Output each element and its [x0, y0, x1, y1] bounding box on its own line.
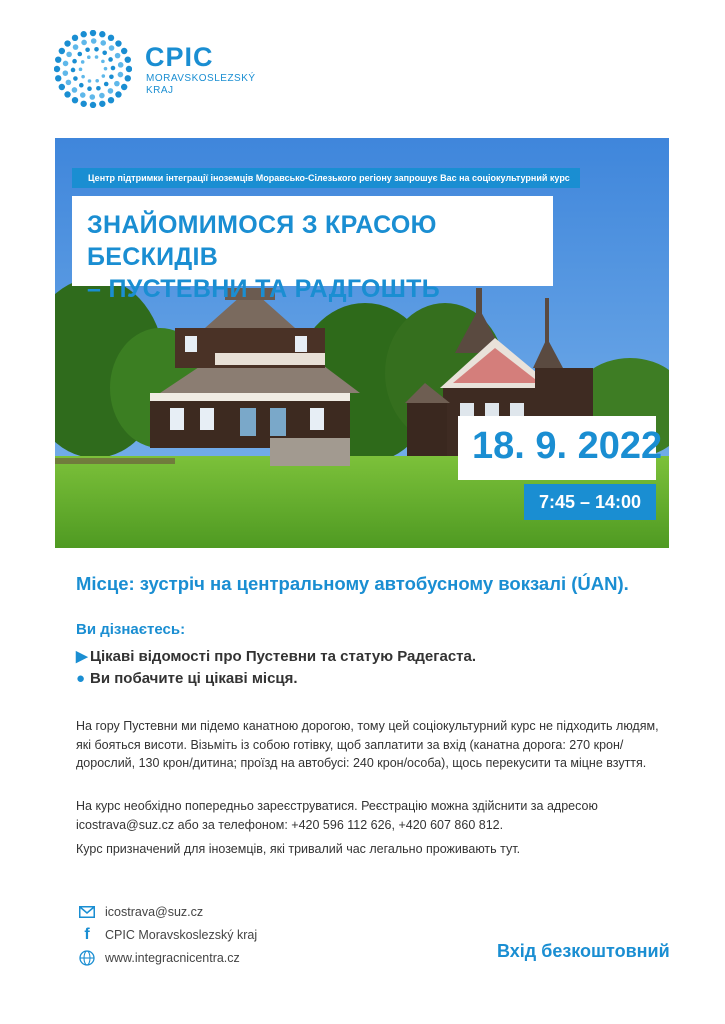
meeting-place: Місце: зустріч на центральному автобусному вокзалі (ÚAN).: [76, 573, 629, 594]
event-title-line2: – ПУСТЕВНИ ТА РАДГОШТЬ: [87, 275, 440, 303]
logo-subtitle: MORAVSKOSLEZSKÝ KRAJ: [146, 73, 256, 96]
contact-facebook[interactable]: [78, 926, 257, 944]
list-item: ▶ Цікаві відомості про Пустевни та статую Радегаста.: [76, 648, 477, 665]
website-link[interactable]: www.integracnicentra.cz: [105, 951, 240, 965]
learn-heading: Ви дізнаєтесь:: [76, 621, 186, 638]
facebook-icon: f: [84, 926, 90, 943]
triangle-bullet-icon: ▶: [76, 648, 88, 665]
contact-email[interactable]: [78, 903, 203, 921]
facebook-link[interactable]: CPIC Moravskoslezský kraj: [105, 928, 258, 942]
audience-paragraph: Курс призначений для іноземців, які тривалий час легально проживають тут.: [76, 842, 521, 856]
event-date: 18. 9. 2022: [472, 425, 663, 467]
event-time: 7:45 – 14:00: [524, 484, 656, 520]
list-item: ● Ви побачите ці цікаві місця.: [76, 670, 298, 687]
info-paragraph: На гору Пустевни ми підемо канатною дорогою, тому цей соціокультурний курс не підходить людям, які бояться висоти. Візьміть із собою готівку, щоб заплатити за вхід (канатна дорога: 270 крон/дорослий, 130 крон/дитина; проїзд на автобусі: 240 крон/особа), щось перекусити та міцне взуття.: [76, 719, 659, 770]
intro-banner: Центр підтримки інтеграції іноземців Моравсько-Сілезького регіону запрошує Вас на соціокультурний курс: [72, 168, 580, 188]
envelope-icon: [78, 903, 96, 921]
globe-icon: [78, 949, 96, 967]
event-title-line1: ЗНАЙОМИМОСЯ З КРАСОЮ БЕСКИДІВ: [87, 211, 437, 271]
registration-paragraph: На курс необхідно попередньо зареєструватися. Реєстрацію можна здійснити за адресою icostrava@suz.cz або за телефоном: +420 596 112 626, +420 607 860 812.: [76, 799, 598, 832]
dot-bullet-icon: ●: [76, 670, 86, 687]
contact-web[interactable]: [78, 949, 240, 967]
email-link[interactable]: icostrava@suz.cz: [105, 905, 204, 919]
cpic-logo-icon: [54, 30, 132, 108]
logo-name: CPIC: [145, 42, 214, 72]
event-title: [72, 196, 553, 303]
free-entry: Вхід безкоштовний: [497, 941, 670, 961]
